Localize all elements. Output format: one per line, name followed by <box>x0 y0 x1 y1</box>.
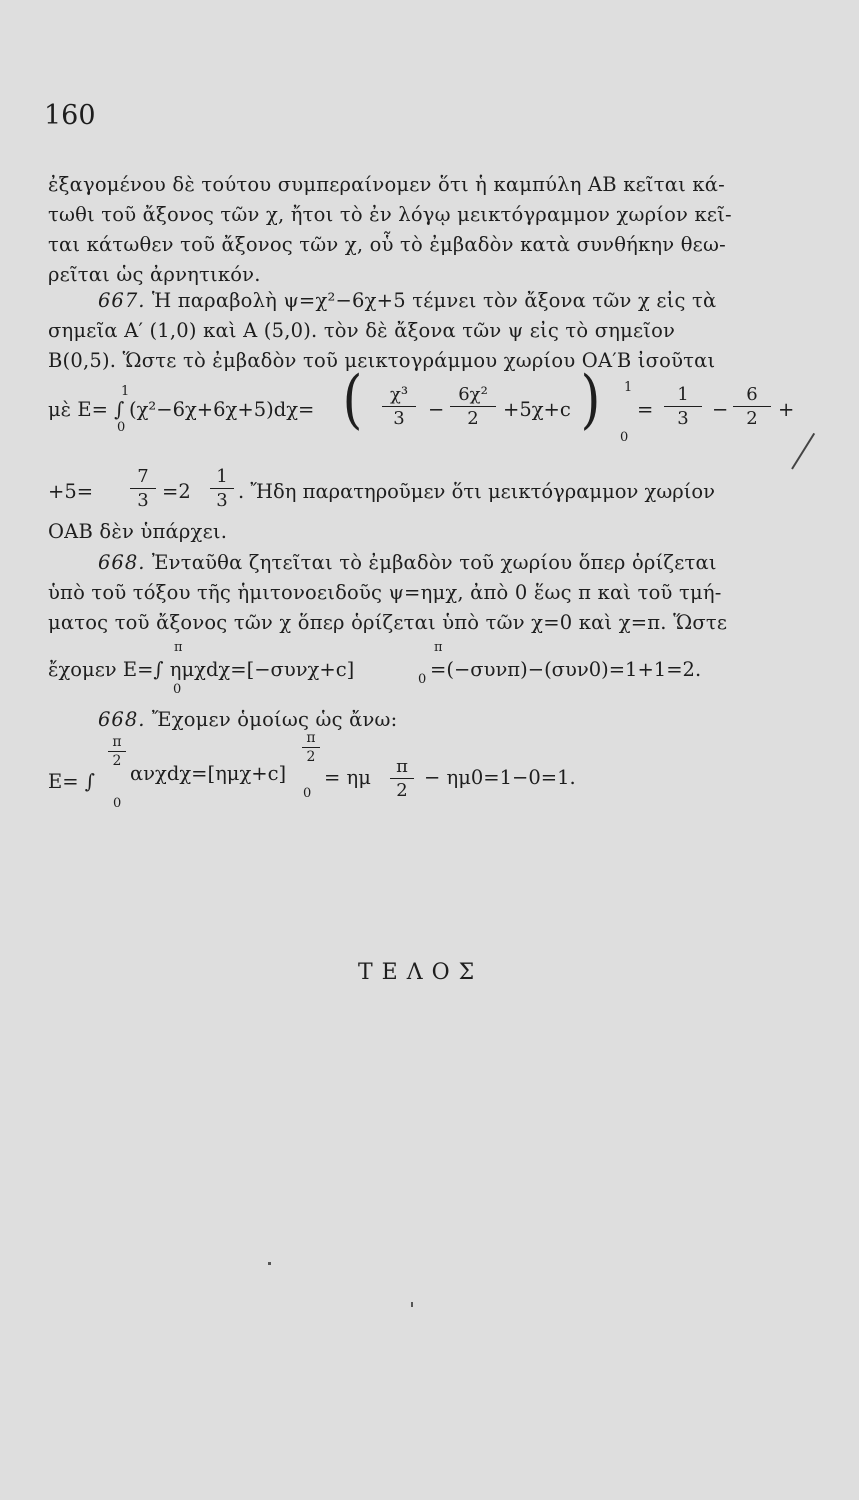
problem-668a-line2: ὑπὸ τοῦ τόξου τῆς ἡμιτονοειδοῦς ψ=ημχ, ἀπὸ 0 ἕως π καὶ τοῦ τμή- <box>48 581 722 604</box>
speck <box>268 1262 271 1265</box>
eq-668a-rest: =(−συνπ)−(συν0)=1+1=2. <box>430 658 702 681</box>
text-line: ρεῖται ὡς ἀρνητικόν. <box>48 263 261 286</box>
problem-668a-line3: ματος τοῦ ἄξονος τῶν χ ὅπερ ὁρίζεται ὑπὸ τῶν χ=0 καὶ χ=π. Ὥστε <box>48 611 728 634</box>
left-paren: ( <box>342 363 363 437</box>
integral-upper: 1 <box>121 384 130 399</box>
problem-667-line3: Β(0,5). Ὥστε τὸ ἐμβαδὸν τοῦ μεικτογράμμου χωρίου ΟΑ′Β ἰσοῦται <box>48 349 716 372</box>
upper-pi-over-2b: π 2 <box>302 730 320 765</box>
text-line: τωθι τοῦ ἄξονος τῶν χ, ἤτοι τὸ ἐν λόγῳ μεικτόγραμμον χωρίον κεῖ- <box>48 203 732 226</box>
eq-668a: ἔχομεν Ε=∫ ημχdχ=[−συνχ+c] <box>48 658 355 681</box>
problem-668b-line1: 668. Ἔχομεν ὁμοίως ὡς ἄνω: <box>98 708 398 731</box>
problem-668a-line1: 668. Ἐνταῦθα ζητεῖται τὸ ἐμβαδὸν τοῦ χωρίου ὅπερ ὁρίζεται <box>98 551 717 574</box>
integrand: (χ²−6χ+6χ+5)dχ= <box>129 398 315 421</box>
problem-number: 668. <box>98 551 146 574</box>
problem-667-line2: σημεῖα Α′ (1,0) καὶ Α (5,0). τὸν δὲ ἄξονα τῶν ψ εἰς τὸ σημεῖον <box>48 319 676 342</box>
margin-mark <box>791 433 815 470</box>
text-line: ἐξαγομένου δὲ τούτου συμπεραίνομεν ὅτι ἡ καμπύλη ΑΒ κεῖται κά- <box>48 173 725 196</box>
fraction-1-3: 1 3 <box>664 384 702 429</box>
eq-668b-start: Ε= ∫ <box>48 770 95 793</box>
problem-667-line6: ΟΑΒ δὲν ὑπάρχει. <box>48 520 228 543</box>
problem-number: 668. <box>98 708 146 731</box>
problem-667-line1: 667. Ἡ παραβολὴ ψ=χ²−6χ+5 τέμνει τὸν ἄξονα τῶν χ εἰς τὰ <box>98 289 717 312</box>
eq-tail: +5χ+c <box>503 398 571 421</box>
integral-lower: 0 <box>117 420 126 435</box>
fraction-pi-2: π 2 <box>390 756 414 801</box>
eq-line5-text: . Ἤδη παρατηροῦμεν ὅτι μεικτόγραμμον χωρίον <box>238 480 715 503</box>
text-line: ται κάτωθεν τοῦ ἄξονος τῶν χ, οὗ τὸ ἐμβαδὸν κατὰ συνθήκην θεω- <box>48 233 726 256</box>
fraction-1-3b: 1 3 <box>210 466 234 511</box>
fraction-6x2-2: 6χ² 2 <box>450 384 496 429</box>
eq-line5-start: +5= <box>48 480 94 503</box>
speck <box>411 1302 413 1307</box>
eq-668b-mid: ανχdχ=[ημχ+c] <box>130 762 287 785</box>
fraction-7-3: 7 3 <box>130 466 156 511</box>
fraction-6-2: 6 2 <box>733 384 771 429</box>
problem-number: 667. <box>98 289 146 312</box>
end-title: ΤΕΛΟΣ <box>358 960 484 985</box>
eq-start: μὲ Ε= ∫ <box>48 398 125 421</box>
right-paren: ) <box>580 363 601 437</box>
page-number: 160 <box>44 100 96 131</box>
book-page: 160 ἐξαγομένου δὲ τούτου συμπεραίνομεν ὅτι ἡ καμπύλη ΑΒ κεῖται κά- τωθι τοῦ ἄξονος τῶν χ, ἤτοι τὸ ἐν λόγῳ μεικτόγραμμον χωρίον κεῖ- ται κάτωθεν τοῦ ἄξονος τῶν χ, οὗ τὸ ἐμβαδὸν κατὰ συνθήκην θεω- ρεῖται ὡς ἀρνητικόν. 667. Ἡ παραβολὴ ψ=χ²−6χ+5 τέμνει τὸν ἄξονα τῶν χ εἰς τὰ σημεῖα Α′ (1,0) καὶ Α (5,0). τὸν δὲ ἄξονα τῶν ψ εἰς τὸ σημεῖον Β(0,5). Ὥστε τὸ ἐμβαδὸν τοῦ μεικτογράμμου χωρίου ΟΑ′Β ἰσοῦται μὲ Ε= ∫ 1 0 (χ²−6χ+6χ+5)dχ= ( χ³ 3 − 6χ² 2 +5χ+c ) 1 0 = 1 3 − 6 2 + +5= 7 3 =2 1 3 . Ἤδη παρατηροῦμεν ὅτι μεικτόγραμμον χωρίον ΟΑΒ δὲν ὑπάρχει. 668. Ἐνταῦθα ζητεῖται τὸ ἐμβαδὸν τοῦ χωρίου ὅπερ ὁρίζεται ὑπὸ τοῦ τόξου τῆς ἡμιτονοειδοῦς ψ=ημχ, ἀπὸ 0 ἕως π καὶ τοῦ τμή- ματος τοῦ ἄξονος τῶν χ ὅπερ ὁρίζεται ὑπὸ τῶν χ=0 καὶ χ=π. Ὥστε π π ἔχομεν Ε=∫ ημχdχ=[−συνχ+c] 0 =(−συνπ)−(συν0)=1+1=2. 0 668. Ἔχομεν ὁμοίως ὡς ἄνω: π 2 π 2 Ε= ∫ ανχdχ=[ημχ+c] = ημ π 2 − ημ0=1−0=1. 0 0 ΤΕΛΟΣ <box>0 0 859 1500</box>
upper-pi-over-2: π 2 <box>108 734 126 769</box>
fraction-x3-3: χ³ 3 <box>382 384 416 429</box>
